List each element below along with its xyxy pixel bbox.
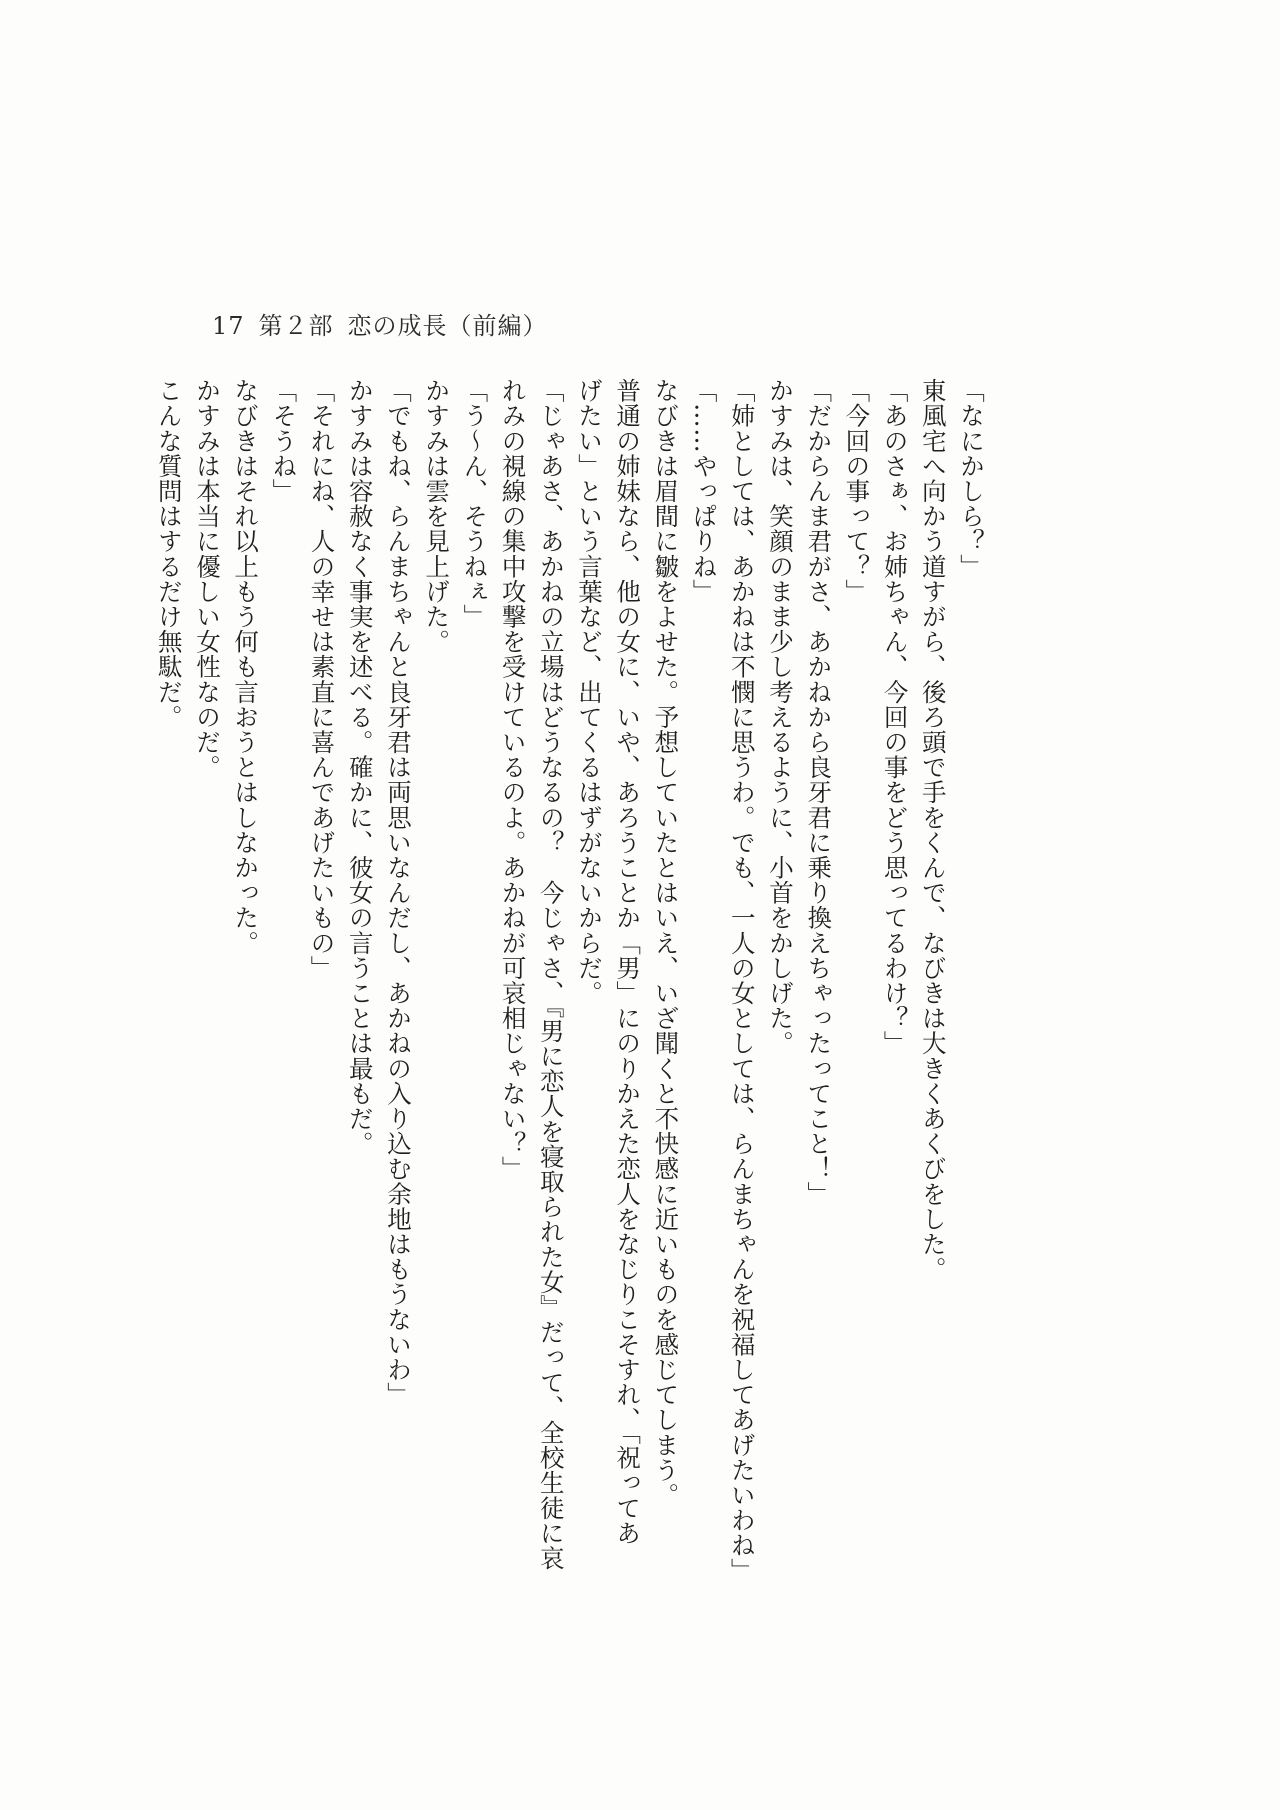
text-line: 「あのさぁ、お姉ちゃん、今回の事をどう思ってるわけ？」 xyxy=(880,378,910,1056)
text-line: なびきは眉間に皺をよせた。予想していたとはいえ、いざ聞くと不快感に近いものを感じてしまう。 xyxy=(651,378,681,1508)
text-line: 「そうね」 xyxy=(269,378,299,504)
text-line: げたい」という言葉など、出てくるはずがないからだ。 xyxy=(574,378,604,1006)
part-label: 第２部 xyxy=(258,312,334,340)
text-line: かすみは、笑顔のまま少し考えるように、小首をかしげた。 xyxy=(765,378,795,1056)
text-line: 「今回の事って？」 xyxy=(842,378,872,604)
text-line: 「……やっぱりね」 xyxy=(689,378,719,604)
running-header xyxy=(212,306,562,341)
text-line: 東風宅へ向かう道すがら、後ろ頭で手をくんで、なびきは大きくあくびをした。 xyxy=(918,378,948,1282)
text-line: かすみは容赦なく事実を述べる。確かに、彼女の言うことは最もだ。 xyxy=(345,378,375,1157)
text-line: なびきはそれ以上もう何も言おうとはしなかった。 xyxy=(231,378,261,956)
text-line: れみの視線の集中攻撃を受けているのよ。あかねが可哀相じゃない？」 xyxy=(498,378,528,1182)
text-line: 「なにかしら？」 xyxy=(957,378,986,579)
text-line: 普通の姉妹なら、他の女に、いや、あろうことか「男」にのりかえた恋人をなじりこそすれ、「祝ってあ xyxy=(613,378,643,1546)
text-line: かすみは本当に優しい女性なのだ。 xyxy=(192,378,222,780)
text-line: 「じゃあさ、あかねの立場はどうなるの？ 今じゃさ、『男に恋人を寝取られた女』だって、全校生徒に哀 xyxy=(536,378,566,1571)
text-line: 「それにね、人の幸せは素直に喜んであげたいもの」 xyxy=(307,378,337,981)
text-line: 「う〜ん、そうねぇ」 xyxy=(460,378,490,629)
text-line: 「だからんま君がさ、あかねから良牙君に乗り換えちゃったってこと！」 xyxy=(804,378,834,1207)
text-line: 「姉としては、あかねは不憫に思うわ。でも、一人の女としては、らんまちゃんを祝福してあげたいわね」 xyxy=(727,378,757,1583)
chapter-title: 恋の成長（前編） xyxy=(347,312,548,340)
text-line: かすみは雲を見上げた。 xyxy=(422,378,452,655)
text-line: こんな質問はするだけ無駄だ。 xyxy=(154,378,184,730)
text-line: 「でもね、らんまちゃんと良牙君は両思いなんだし、あかねの入り込む余地はもうないわ」 xyxy=(383,378,413,1408)
page-number: 17 xyxy=(212,312,245,340)
vertical-body-text xyxy=(154,378,990,1583)
